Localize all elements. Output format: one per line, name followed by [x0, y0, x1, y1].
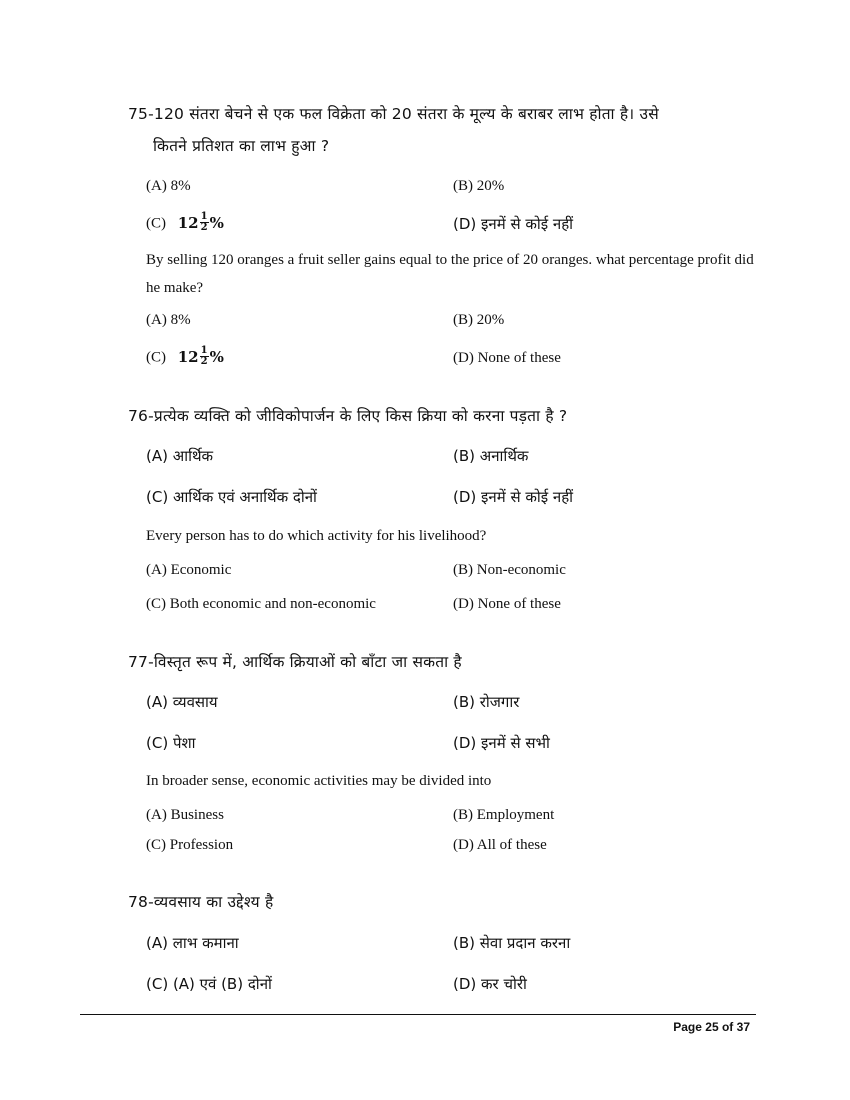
- q75-en-option-a: (A) 8%: [146, 312, 191, 328]
- page-current: 25: [705, 1020, 719, 1034]
- q75-en-option-c: [146, 346, 224, 367]
- q76-en-option-c: (C) Both economic and non-economic: [146, 596, 376, 612]
- option-label: (C): [146, 349, 166, 366]
- page-number: [673, 1020, 750, 1034]
- option-label: (C): [146, 215, 166, 232]
- q76-en-option-a: (A) Economic: [146, 562, 232, 578]
- q77-en-option-a: (A) Business: [146, 807, 224, 823]
- fraction-stack: [200, 212, 209, 233]
- question-number: 77-: [128, 653, 154, 671]
- q76-hi-option-b: (B) अनार्थिक: [453, 447, 529, 465]
- fraction-numerator: 1: [200, 345, 208, 356]
- q77-english-stem: In broader sense, economic activities may be divided into: [146, 773, 492, 789]
- page-word: Page: [673, 1020, 702, 1034]
- question-76: [128, 402, 758, 430]
- q76-en-option-d: (D) None of these: [453, 596, 561, 612]
- question-75: [128, 100, 758, 128]
- q76-hi-option-a: (A) आर्थिक: [146, 447, 214, 465]
- question-77: [128, 648, 758, 676]
- page-total: 37: [736, 1020, 750, 1034]
- fraction-percent: %: [209, 213, 224, 232]
- question-number: 78-: [128, 893, 154, 911]
- mixed-fraction: [178, 212, 224, 233]
- q75-en-option-b: (B) 20%: [453, 312, 505, 328]
- question-text-hindi-cont: कितने प्रतिशत का लाभ हुआ ?: [153, 137, 330, 155]
- fraction-stack: [200, 346, 209, 367]
- q77-en-option-b: (B) Employment: [453, 807, 555, 823]
- fraction-denominator: 2: [200, 356, 208, 367]
- q76-hi-option-d: (D) इनमें से कोई नहीं: [453, 488, 574, 506]
- q77-hi-option-b: (B) रोजगार: [453, 693, 520, 711]
- q77-hi-option-d: (D) इनमें से सभी: [453, 734, 550, 752]
- q75-hi-option-c: [146, 212, 224, 233]
- fraction-denominator: 2: [200, 222, 208, 233]
- question-text-hindi: प्रत्येक व्यक्ति को जीविकोपार्जन के लिए किस क्रिया को करना पड़ता है ?: [153, 407, 568, 425]
- q75-english-stem: By selling 120 oranges a fruit seller gains equal to the price of 20 oranges. what percentage profit did he make?: [146, 252, 754, 296]
- question-number: 75-: [128, 105, 154, 123]
- q75-hi-option-a: (A) 8%: [146, 178, 191, 194]
- fraction-numerator: 1: [200, 211, 208, 222]
- fraction-whole: 12: [177, 347, 199, 366]
- q77-hi-option-a: (A) व्यवसाय: [146, 693, 218, 711]
- footer-rule: [80, 1014, 756, 1015]
- question-78: [128, 888, 758, 916]
- q78-hi-option-d: (D) कर चोरी: [453, 975, 527, 993]
- question-text-hindi: विस्तृत रूप में, आर्थिक क्रियाओं को बाँटा जा सकता है: [153, 653, 462, 671]
- q76-english-stem: Every person has to do which activity for his livelihood?: [146, 528, 487, 544]
- question-text-hindi: 120 संतरा बेचने से एक फल विक्रेता को 20 संतरा के मूल्य के बराबर लाभ होता है। उसे: [153, 105, 659, 123]
- q77-hi-option-c: (C) पेशा: [146, 734, 196, 752]
- fraction-whole: 12: [177, 213, 199, 232]
- q75-en-option-d: (D) None of these: [453, 350, 561, 366]
- q77-en-option-c: (C) Profession: [146, 837, 234, 853]
- page-of: of: [721, 1020, 734, 1034]
- q76-hi-option-c: (C) आर्थिक एवं अनार्थिक दोनों: [146, 488, 317, 506]
- question-75-line2: [153, 132, 329, 160]
- q78-hi-option-a: (A) लाभ कमाना: [146, 934, 239, 952]
- mixed-fraction: [178, 346, 224, 367]
- q78-hi-option-b: (B) सेवा प्रदान करना: [453, 934, 571, 952]
- question-number: 76-: [128, 407, 154, 425]
- q78-hi-option-c: (C) (A) एवं (B) दोनों: [146, 975, 272, 993]
- question-text-hindi: व्यवसाय का उद्देश्य है: [153, 893, 274, 911]
- q77-en-option-d: (D) All of these: [453, 837, 547, 853]
- q75-hi-option-b: (B) 20%: [453, 178, 505, 194]
- q76-en-option-b: (B) Non-economic: [453, 562, 566, 578]
- q75-hi-option-d: (D) इनमें से कोई नहीं: [453, 215, 574, 233]
- fraction-percent: %: [209, 347, 224, 366]
